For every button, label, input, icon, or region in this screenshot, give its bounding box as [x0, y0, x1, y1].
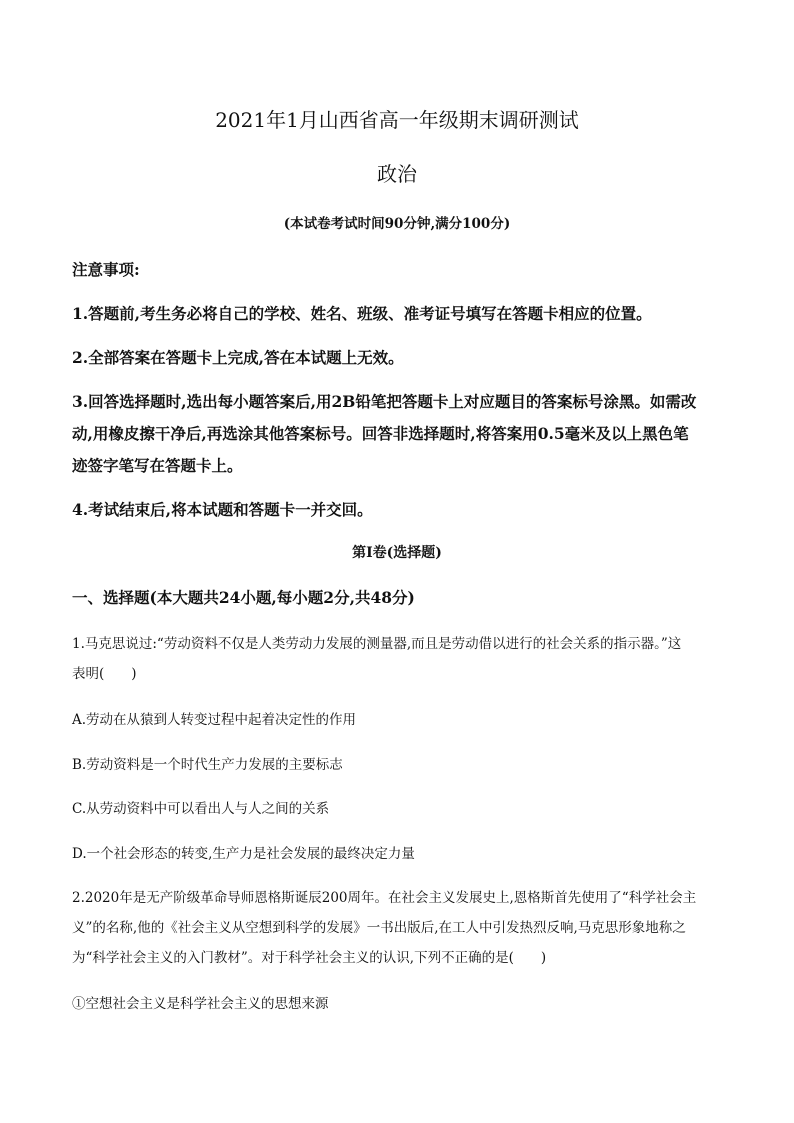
notice-item: 迹签字笔写在答题卡上。 [72, 456, 243, 475]
exam-subject: 政治 [377, 162, 417, 186]
exam-time-note: (本试卷考试时间90分钟,满分100分) [283, 216, 511, 232]
question-2-stem: 义”的名称,他的《社会主义从空想到科学的发展》一书出版后,在工人中引发热烈反响,马克思形象地称之 [72, 920, 686, 936]
notice-heading: 注意事项: [72, 260, 140, 279]
section-heading: 一、选择题(本大题共24小题,每小题2分,共48分) [72, 588, 415, 607]
question-2-stem: 2.2020年是无产阶级革命导师恩格斯诞辰200周年。在社会主义发展史上,恩格斯首先使用了“科学社会主 [72, 890, 697, 906]
question-1-option-b: B.劳动资料是一个时代生产力发展的主要标志 [72, 757, 343, 773]
question-1-option-d: D.一个社会形态的转变,生产力是社会发展的最终决定力量 [72, 846, 415, 862]
volume-title: 第Ⅰ卷(选择题) [352, 545, 442, 561]
exam-title: 2021年1月山西省高一年级期末调研测试 [215, 108, 579, 132]
question-2-stem: 为“科学社会主义的入门教材”。对于科学社会主义的认识,下列不正确的是( ) [72, 950, 547, 966]
notice-item: 动,用橡皮擦干净后,再选涂其他答案标号。回答非选择题时,将答案用0.5毫米及以上黑色笔 [72, 424, 689, 443]
notice-item: 3.回答选择题时,选出每小题答案后,用2B铅笔把答题卡上对应题目的答案标号涂黑。如需改 [72, 392, 697, 411]
question-1-stem: 表明( ) [72, 666, 137, 682]
question-1-option-c: C.从劳动资料中可以看出人与人之间的关系 [72, 801, 330, 817]
notice-item: 2.全部答案在答题卡上完成,答在本试题上无效。 [72, 348, 404, 367]
question-1-stem: 1.马克思说过:“劳动资料不仅是人类劳动力发展的测量器,而且是劳动借以进行的社会关系的指示器。”这 [72, 636, 682, 652]
notice-item: 1.答题前,考生务必将自己的学校、姓名、班级、准考证号填写在答题卡相应的位置。 [72, 304, 652, 323]
notice-item: 4.考试结束后,将本试题和答题卡一并交回。 [72, 500, 373, 519]
question-1-option-a: A.劳动在从猿到人转变过程中起着决定性的作用 [72, 712, 357, 728]
question-2-item-1: ①空想社会主义是科学社会主义的思想来源 [72, 996, 329, 1012]
